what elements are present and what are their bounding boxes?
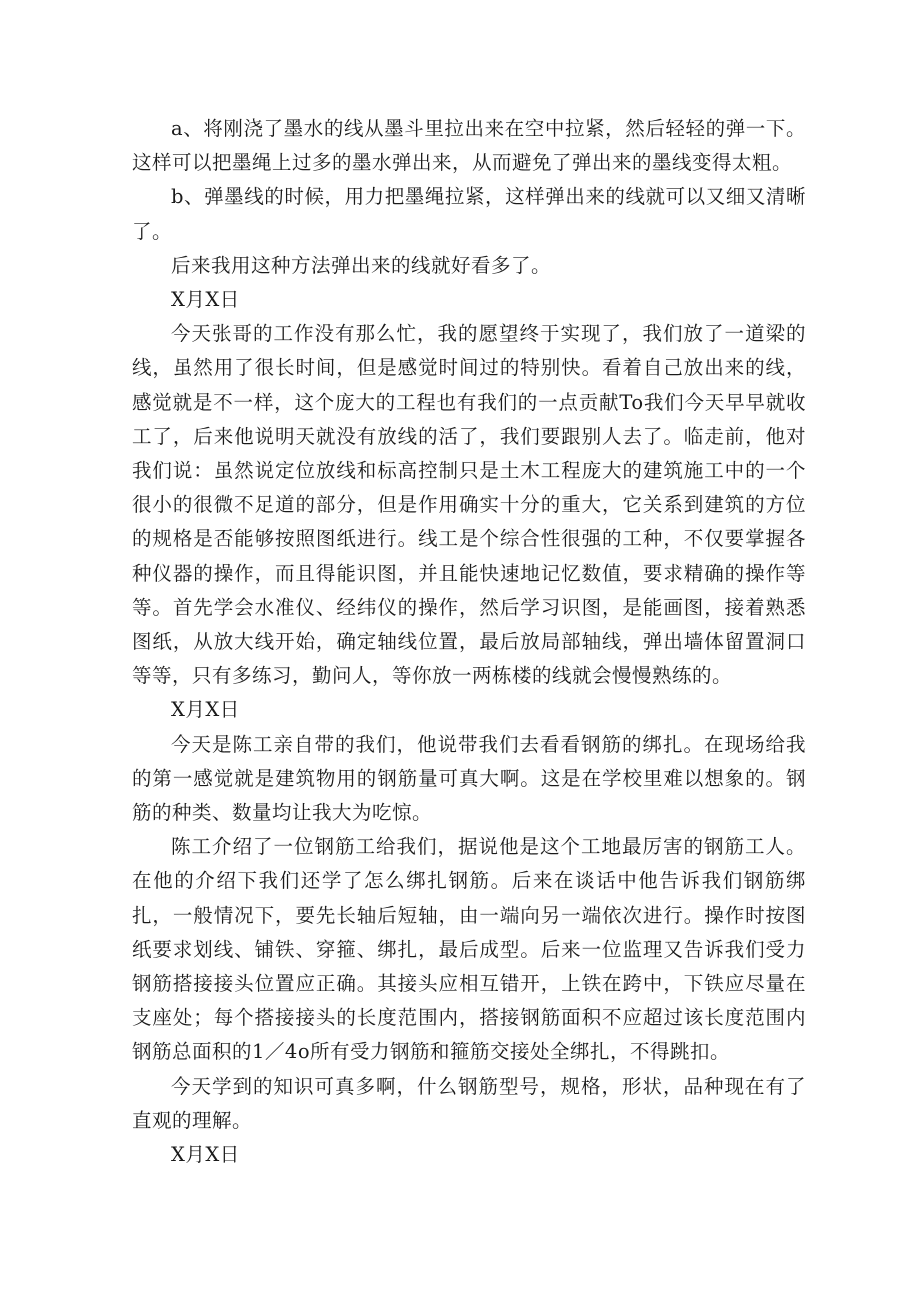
paragraph-a: a、将刚浇了墨水的线从墨斗里拉出来在空中拉紧，然后轻轻的弹一下。这样可以把墨绳上过多的墨水弹出来，从而避免了弹出来的墨线变得太粗。: [132, 117, 806, 175]
date-heading: X月X日: [171, 1143, 240, 1167]
paragraph: 今天张哥的工作没有那么忙，我的愿望终于实现了，我们放了一道梁的线，虽然用了很长时间，但是感觉时间过的特别快。看着自己放出来的线，感觉就是不一样，这个庞大的工程也有我们的一点贡献To我们今天早早就收工了，后来他说明天就没有放线的活了，我们要跟别人去了。临走前，他对我们说：虽然说定位放线和标高控制只是土木工程庞大的建筑施工中的一个很小的很微不足道的部分，但是作用确实十分的重大，它关系到建筑的方位的规格是否能够按照图纸进行。线工是个综合性很强的工种，不仅要掌握各种仪器的操作，而且得能识图，并且能快速地记忆数值，要求精确的操作等等。首先学会水准仪、经纬仪的操作，然后学习识图，是能画图，接着熟悉图纸，从放大线开始，确定轴线位置，最后放局部轴线，弹出墙体留置洞口等等，只有多练习，勤问人，等你放一两栋楼的线就会慢慢熟练的。: [132, 322, 806, 688]
date-heading: X月X日: [171, 698, 240, 722]
paragraph: 今天学到的知识可真多啊，什么钢筋型号，规格，形状，品种现在有了直观的理解。: [132, 1074, 806, 1132]
paragraph: 陈工介绍了一位钢筋工给我们，据说他是这个工地最厉害的钢筋工人。在他的介绍下我们还学了怎么绑扎钢筋。后来在谈话中他告诉我们钢筋绑扎，一般情况下，要先长轴后短轴，由一端向另一端依次进行。操作时按图纸要求划线、铺铁、穿箍、绑扎，最后成型。后来一位监理又告诉我们受力钢筋搭接接头位置应正确。其接头应相互错开，上铁在跨中，下铁应尽量在支座处；每个搭接接头的长度范围内，搭接钢筋面积不应超过该长度范围内钢筋总面积的1／4o所有受力钢筋和箍筋交接处全绑扎，不得跳扣。: [132, 835, 806, 1064]
document-body: [132, 112, 806, 1172]
paragraph: 后来我用这种方法弹出来的线就好看多了。: [171, 253, 552, 277]
paragraph: 今天是陈工亲自带的我们，他说带我们去看看钢筋的绑扎。在现场给我的第一感觉就是建筑物用的钢筋量可真大啊。这是在学校里难以想象的。钢筋的种类、数量均让我大为吃惊。: [132, 732, 806, 825]
date-heading: X月X日: [171, 288, 240, 312]
paragraph-b: b、弹墨线的时候，用力把墨绳拉紧，这样弹出来的线就可以又细又清晰了。: [132, 185, 806, 243]
